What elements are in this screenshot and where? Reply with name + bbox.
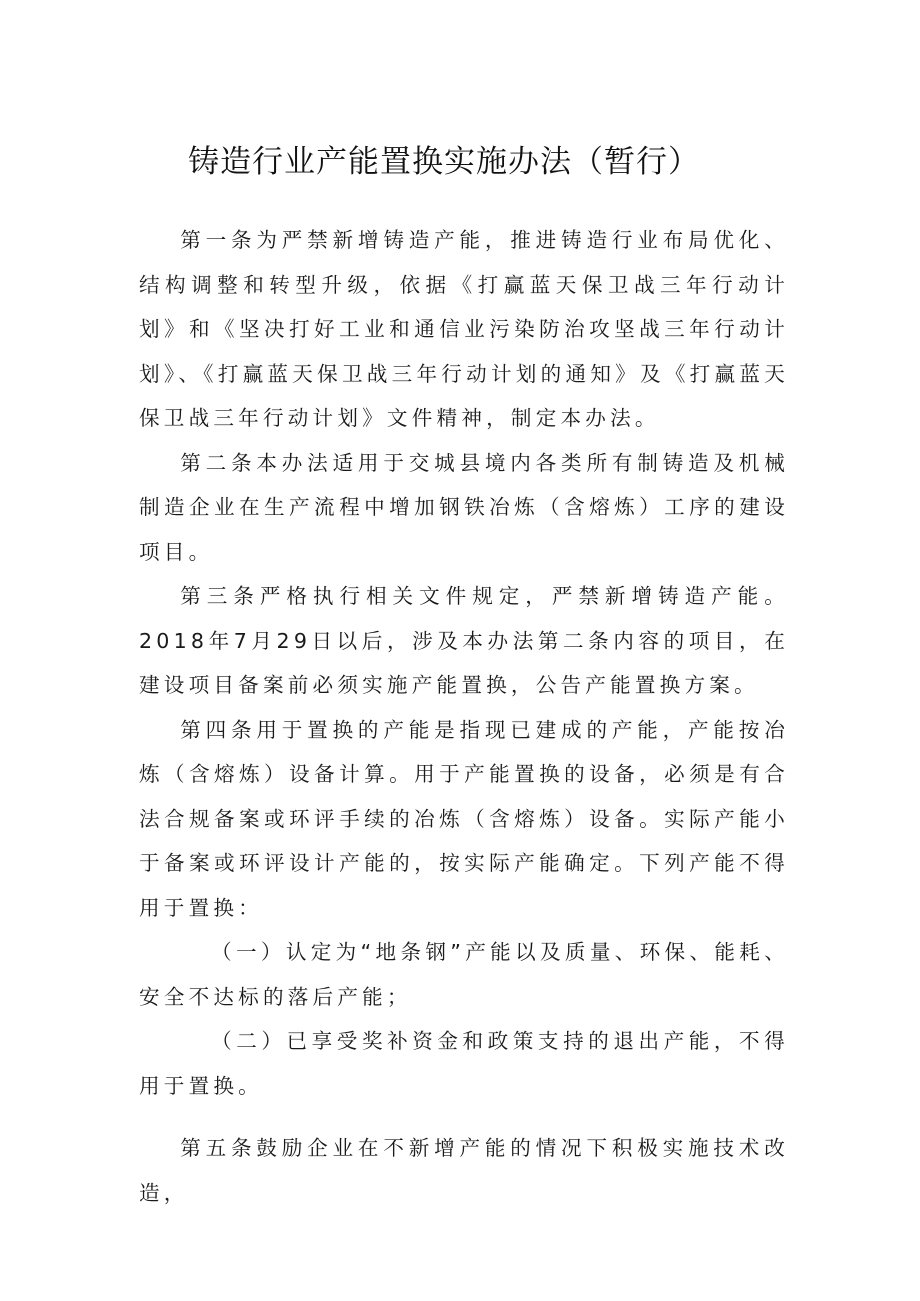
article-5-paragraph: 第五条鼓励企业在不新增产能的情况下积极实施技术改造， [139,1136,789,1205]
article-4-item-1: （一）认定为“地条钢”产能以及质量、环保、能耗、安全不达标的落后产能； [139,940,789,1009]
article-2-paragraph: 第二条本办法适用于交城县境内各类所有制铸造及机械制造企业在生产流程中增加钢铁冶炼（含熔炼）工序的建设项目。 [139,450,789,564]
article-3-paragraph: 第三条严格执行相关文件规定，严禁新增铸造产能。2018年7月29日以后，涉及本办法第二条内容的项目，在建设项目备案前必须实施产能置换，公告产能置换方案。 [139,584,789,697]
article-4-paragraph: 第四条用于置换的产能是指现已建成的产能，产能按冶炼（含熔炼）设备计算。用于产能置换的设备，必须是有合法合规备案或环评手续的冶炼（含熔炼）设备。实际产能小于备案或环评设计产能的，按实际产能确定。下列产能不得用于置换： [139,717,789,920]
article-1-paragraph: 第一条为严禁新增铸造产能，推进铸造行业布局优化、结构调整和转型升级，依据《打赢蓝天保卫战三年行动计划》和《坚决打好工业和通信业污染防治攻坚战三年行动计划》、《打赢蓝天保卫战三年行动计划的通知》及《打赢蓝天保卫战三年行动计划》文件精神，制定本办法。 [139,228,789,430]
document-body [139,218,789,1215]
article-4-item-2: （二）已享受奖补资金和政策支持的退出产能，不得用于置换。 [139,1029,789,1098]
document-title: 铸造行业产能置换实施办法（暂行） [188,144,700,180]
